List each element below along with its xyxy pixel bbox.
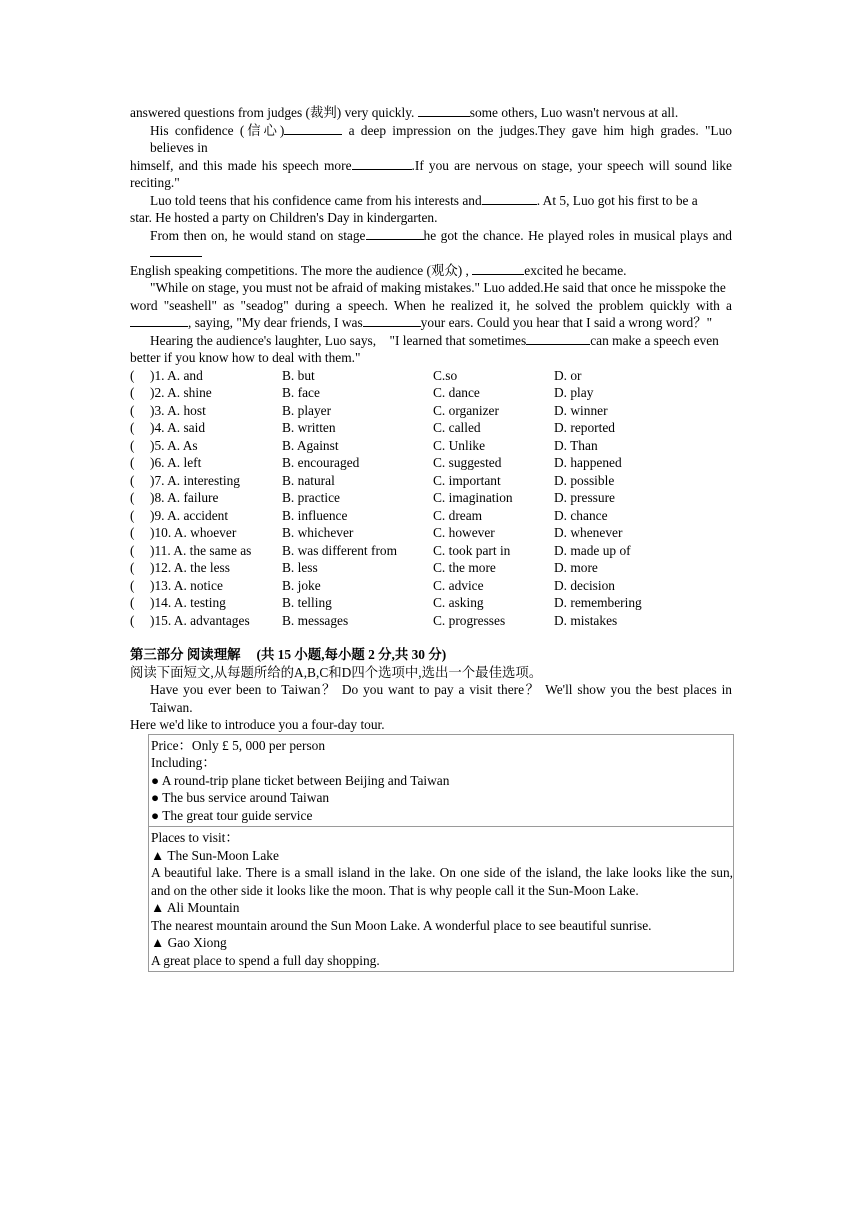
option-row [130,384,732,402]
option-d: D. remembering [554,595,642,610]
option-row [130,524,732,542]
option-c: C. important [433,472,501,488]
text: His confidence (信心) [150,122,285,138]
option-c: C. the more [433,560,496,575]
passage-paragraph [130,192,732,210]
passage-line [130,297,732,332]
answer-paren[interactable]: ( [130,455,135,470]
answer-paren[interactable]: ( [130,490,135,505]
text: Luo told teens that his confidence came from his interests and [150,192,482,208]
answer-paren[interactable]: ( [130,612,135,628]
option-d: D. mistakes [554,612,618,628]
option-b: B. whichever [282,525,354,540]
option-row [130,402,732,420]
answer-paren[interactable]: ( [130,437,135,453]
option-b: B. influence [282,507,348,523]
option-d: D. more [554,560,598,575]
option-a: )4. A. said [150,420,206,435]
option-b: B. joke [282,577,321,593]
passage-line [130,104,732,122]
text: your ears. Could you hear that I said a wrong word？" [420,315,713,330]
place-name: ▲ Gao Xiong [151,935,227,950]
including-item: ● The bus service around Taiwan [151,790,330,805]
price-text: Price：Only £ 5, 000 per person [151,737,326,753]
option-a: )7. A. interesting [150,472,241,488]
option-a: )14. A. testing [150,595,226,610]
answer-paren[interactable]: ( [130,420,135,435]
option-b: B. encouraged [282,455,360,470]
place-name: ▲ The Sun-Moon Lake [151,847,279,863]
option-b: B. face [282,385,320,400]
option-b: B. was different from [282,542,398,558]
option-b: B. natural [282,472,335,488]
option-a: )1. A. and [150,367,203,383]
text: , saying, "My dear friends, I was [188,315,363,330]
text: a deep impression on the judges.They gave him high grades. "Luo believes in [150,122,732,155]
passage-line [130,349,732,367]
text: better if you know how to deal with them." [130,350,361,365]
option-c: C. took part in [433,542,511,558]
answer-blank[interactable] [352,157,412,170]
option-a: )2. A. shine [150,385,212,400]
option-row [130,367,732,385]
text: English speaking competitions. The more the audience (观众) , [130,262,469,278]
option-a: )9. A. accident [150,507,229,523]
text: "While on stage, you must not be afraid of making mistakes." Luo added.He said that once he misspoke the [150,280,726,295]
answer-blank[interactable] [482,192,537,205]
answer-blank[interactable] [130,314,188,327]
answer-paren[interactable]: ( [130,402,135,418]
option-row [130,612,732,630]
option-d: D. reported [554,420,615,435]
reading-intro-line: Here we'd like to introduce you a four-day tour. [130,717,385,732]
option-row [130,472,732,490]
option-b: B. less [282,560,318,575]
option-a: )15. A. advantages [150,612,250,628]
option-a: )10. A. whoever [150,525,237,540]
answer-blank[interactable] [366,227,424,240]
option-d: D. winner [554,402,608,418]
option-d: D. play [554,385,594,400]
section-title: 第三部分 阅读理解 [130,647,241,662]
option-c: C. imagination [433,490,513,505]
text: can make a speech even [590,332,719,348]
option-row [130,419,732,437]
answer-paren[interactable]: ( [130,595,135,610]
document-page [130,104,732,972]
answer-blank[interactable] [363,314,421,327]
option-row [130,542,732,560]
option-c: C.so [433,367,458,383]
place-description: A beautiful lake. There is a small island in the lake. On one side of the island, the lake looks like the sun, and on the other side it looks like the moon. That is why people call it the Sun-Moon Lake. [151,865,733,898]
option-a: )3. A. host [150,402,206,418]
option-c: C. dance [433,385,480,400]
passage-paragraph [130,279,732,297]
answer-blank[interactable] [526,332,590,345]
option-a: )5. A. As [150,437,198,453]
option-c: C. called [433,420,481,435]
including-item: ● A round-trip plane ticket between Beijing and Taiwan [151,772,450,788]
option-d: D. pressure [554,490,615,505]
section-instruction: 阅读下面短文,从每题所给的A,B,C和D四个选项中,选出一个最佳选项。 [130,664,543,680]
option-c: C. however [433,525,495,540]
passage-paragraph [130,122,732,157]
option-a: )13. A. notice [150,577,223,593]
option-d: D. chance [554,507,608,523]
text: Hearing the audience's laughter, Luo says, "I learned that sometimes [150,332,527,348]
text: excited he became. [524,262,627,278]
text: some others, Luo wasn't nervous at all. [469,105,679,120]
answer-paren[interactable]: ( [130,542,135,558]
option-row [130,507,732,525]
text: .If you are nervous on stage, your speech will sound like reciting." [130,157,732,190]
answer-paren[interactable]: ( [130,577,135,593]
text: From then on, he would stand on stage [150,227,366,243]
tour-info-box [148,734,734,973]
option-b: B. player [282,402,332,418]
option-a: )6. A. left [150,455,202,470]
option-b: B. Against [282,437,339,453]
option-b: B. but [282,367,315,383]
passage-line [130,157,732,192]
option-a: )8. A. failure [150,490,219,505]
place-name: ▲ Ali Mountain [151,900,240,915]
option-c: C. Unlike [433,437,486,453]
option-c: C. dream [433,507,483,523]
option-b: B. messages [282,612,349,628]
option-c: C. asking [433,595,484,610]
including-label: Including： [151,755,216,770]
including-item: ● The great tour guide service [151,807,313,823]
text: answered questions from judges (裁判) very quickly. [130,105,415,120]
answer-paren[interactable]: ( [130,507,135,523]
price-cell [149,735,733,827]
option-c: C. advice [433,577,484,593]
passage-line [130,262,732,280]
option-row [130,489,732,507]
option-a: )12. A. the less [150,560,230,575]
answer-paren[interactable]: ( [130,560,135,575]
text: word "seashell" as "seadog" during a speech. When he realized it, he solved the problem quickly with a [130,297,732,313]
option-d: D. happened [554,455,622,470]
options-table [130,367,732,630]
option-d: D. made up of [554,542,631,558]
passage-line [130,209,732,227]
option-d: D. decision [554,577,615,593]
places-label: Places to visit： [151,830,239,845]
answer-paren[interactable]: ( [130,525,135,540]
answer-paren[interactable]: ( [130,367,135,383]
option-row [130,559,732,577]
option-d: D. possible [554,472,615,488]
option-row [130,577,732,595]
text: . At 5, Luo got his first to be a [536,192,698,208]
option-d: D. whenever [554,525,623,540]
option-b: B. written [282,420,336,435]
option-d: D. Than [554,437,598,453]
text: star. He hosted a party on Children's Day in kindergarten. [130,210,438,225]
option-b: B. telling [282,595,332,610]
answer-paren[interactable]: ( [130,385,135,400]
option-c: C. suggested [433,455,502,470]
option-c: C. progresses [433,612,506,628]
place-description: The nearest mountain around the Sun Moon Lake. A wonderful place to see beautiful sunrise. [151,917,652,933]
option-a: )11. A. the same as [150,542,252,558]
option-b: B. practice [282,490,340,505]
passage-paragraph [130,227,732,262]
answer-blank[interactable] [284,122,342,135]
place-description: A great place to spend a full day shopping. [151,952,380,968]
text: he got the chance. He played roles in musical plays and [423,227,733,243]
option-c: C. organizer [433,402,499,418]
option-d: D. or [554,367,582,383]
text: himself, and this made his speech more [130,157,352,173]
places-cell [149,826,733,971]
section-score: (共 15 小题,每小题 2 分,共 30 分) [256,647,447,662]
option-row [130,437,732,455]
section-heading [130,646,732,664]
reading-intro: Have you ever been to Taiwan？ Do you want to pay a visit there？ We'll show you the best places in Taiwan. [150,682,732,715]
answer-blank[interactable] [472,262,524,275]
answer-paren[interactable]: ( [130,472,135,488]
answer-blank[interactable] [418,104,470,117]
answer-blank[interactable] [150,244,202,257]
option-row [130,594,732,612]
option-row [130,454,732,472]
passage-paragraph [130,332,732,350]
